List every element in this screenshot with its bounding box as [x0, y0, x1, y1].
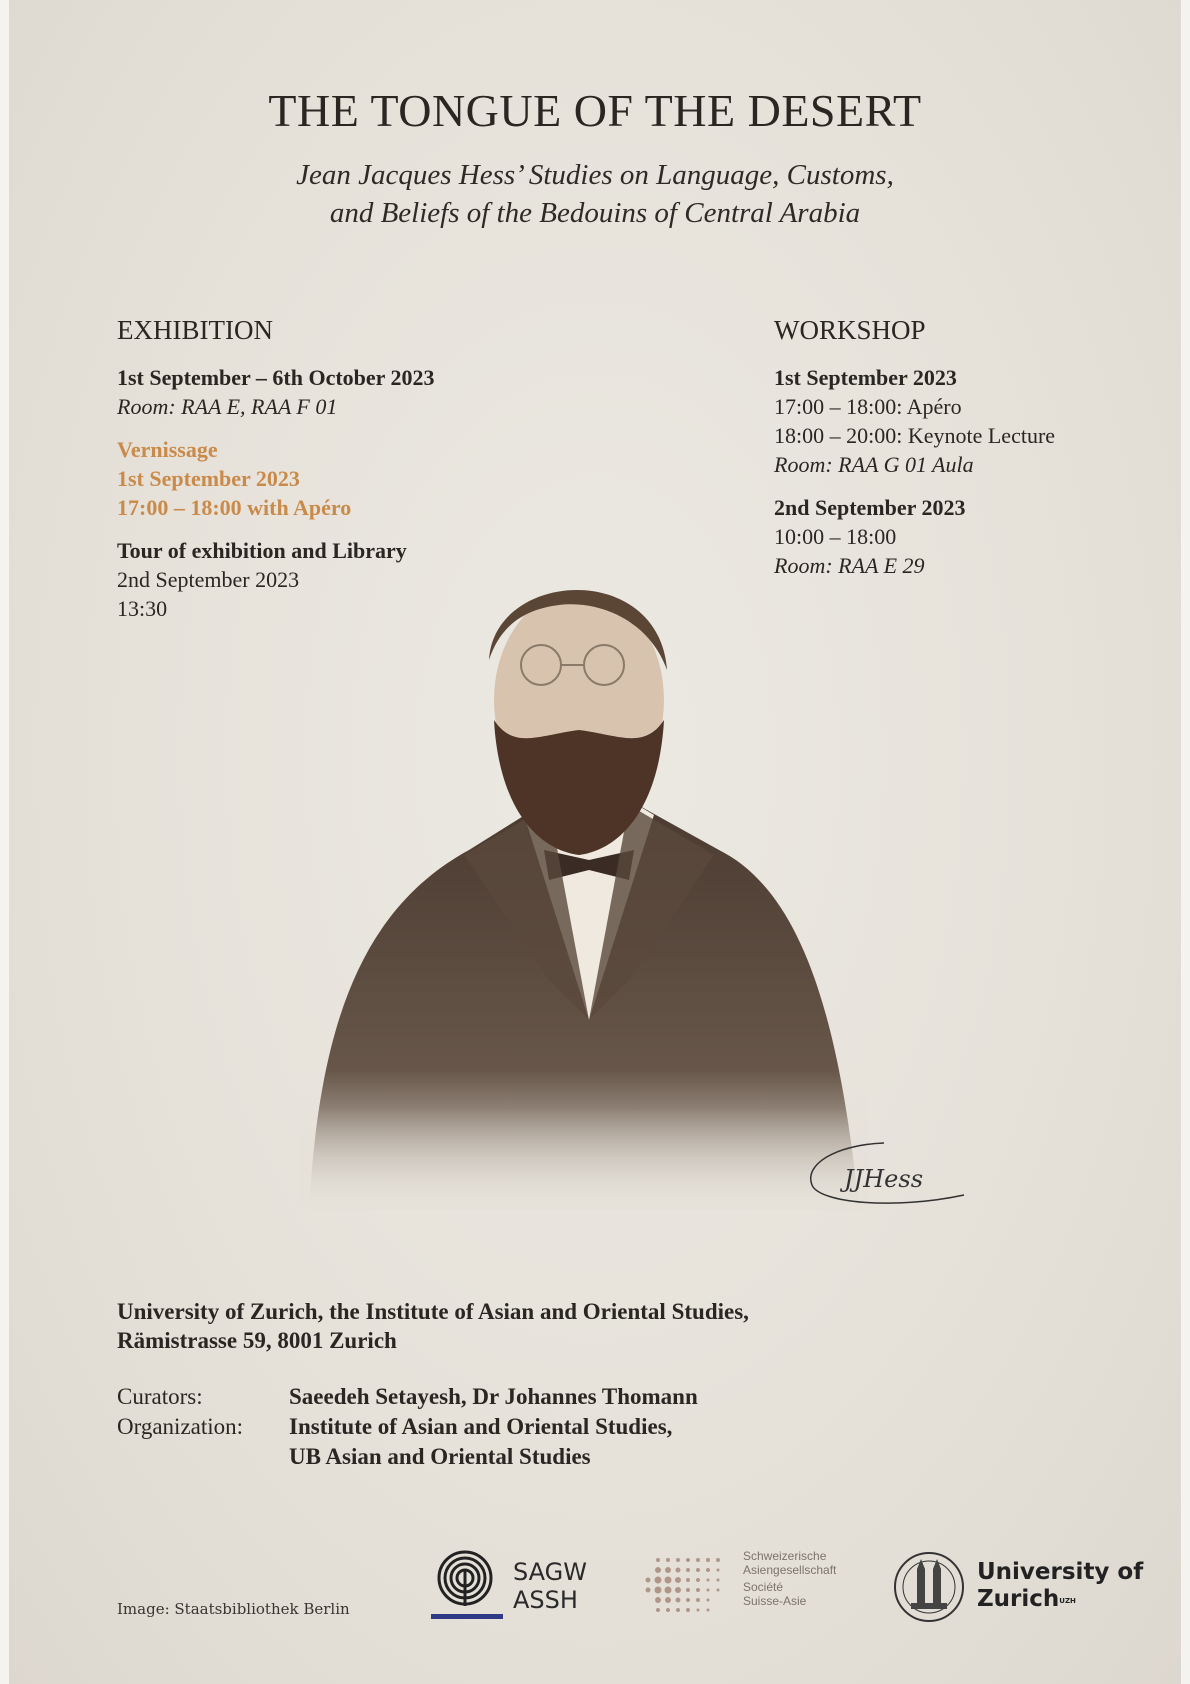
subtitle-line-2: and Beliefs of the Bedouins of Central Arabia [329, 197, 861, 229]
workshop-day1-room: Room: RAA G 01 Aula [774, 452, 974, 477]
poster-title: THE TONGUE OF THE DESERT [268, 85, 922, 136]
image-credit: Image: Staatsbibliothek Berlin [117, 1600, 350, 1618]
uzh-logo [891, 1547, 1151, 1627]
credits [117, 1382, 698, 1472]
vernissage-label: Vernissage [117, 437, 218, 462]
labyrinth-icon [427, 1548, 507, 1628]
tour-time: 13:30 [117, 596, 168, 621]
workshop-day1-date: 1st September 2023 [774, 365, 957, 390]
organization-value-2: UB Asian and Oriental Studies [289, 1444, 591, 1469]
uzh-superscript: UZH [1059, 1597, 1076, 1605]
sas-logo [643, 1550, 873, 1620]
exhibition-room: Room: RAA E, RAA F 01 [117, 394, 338, 419]
organization-value-1: Institute of Asian and Oriental Studies, [289, 1414, 673, 1439]
workshop-day1-slot2: 18:00 – 20:00: Keynote Lecture [774, 423, 1056, 448]
uzh-line-1: University of [977, 1559, 1144, 1585]
assh-text: ASSH [513, 1586, 578, 1614]
workshop-day2-date: 2nd September 2023 [774, 495, 966, 520]
dot-grid-icon [643, 1550, 738, 1620]
workshop-day2-time: 10:00 – 18:00 [774, 524, 897, 549]
signature-text: JJHess [844, 1165, 924, 1193]
vernissage-date: 1st September 2023 [117, 466, 300, 491]
sas-line-3: Société [743, 1580, 784, 1594]
portrait-photo [299, 550, 869, 1210]
workshop-section [774, 316, 1055, 580]
uzh-line-2: Zurich [977, 1586, 1060, 1612]
poster [9, 0, 1181, 1684]
address-line-2: Rämistrasse 59, 8001 Zurich [117, 1328, 397, 1353]
uzh-seal-icon [891, 1547, 971, 1627]
sas-line-1: Schweizerische [743, 1549, 827, 1563]
address-line-1: University of Zurich, the Institute of Asian and Oriental Studies, [117, 1299, 749, 1324]
tour-date: 2nd September 2023 [117, 567, 300, 592]
exhibition-dates: 1st September – 6th October 2023 [117, 365, 435, 390]
curators-label: Curators: [117, 1384, 203, 1409]
sas-line-4: Suisse-Asie [743, 1593, 807, 1608]
poster-subtitle [9, 156, 1181, 232]
organization-label: Organization: [117, 1414, 244, 1439]
signature [804, 1135, 974, 1215]
venue-address [117, 1297, 749, 1355]
exhibition-heading: EXHIBITION [117, 315, 273, 345]
workshop-day2-room: Room: RAA E 29 [774, 553, 925, 578]
subtitle-line-1: Jean Jacques Hess’ Studies on Language, Customs, [296, 159, 894, 191]
sagw-text: SAGW [513, 1558, 588, 1586]
vernissage-time: 17:00 – 18:00 with Apéro [117, 495, 352, 520]
sagw-logo [427, 1548, 607, 1628]
tour-label: Tour of exhibition and Library [117, 538, 407, 563]
sas-line-2: Asiengesellschaft [743, 1562, 837, 1577]
workshop-heading: WORKSHOP [774, 315, 926, 345]
workshop-day1-slot1: 17:00 – 18:00: Apéro [774, 394, 962, 419]
curators-value: Saeedeh Setayesh, Dr Johannes Thomann [289, 1384, 698, 1409]
